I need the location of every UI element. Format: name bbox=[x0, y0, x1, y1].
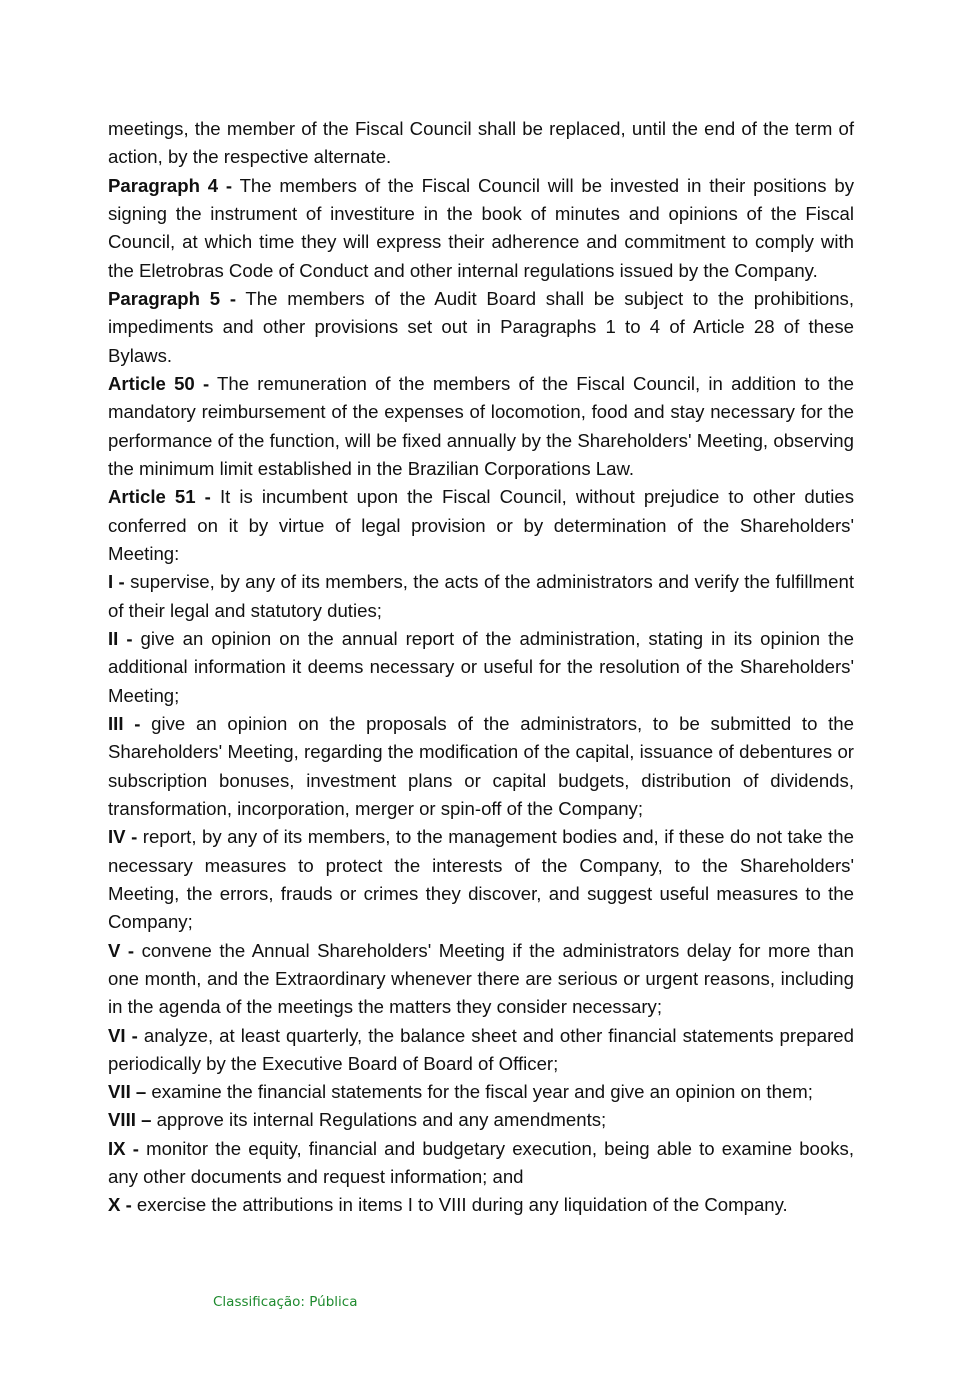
paragraph bbox=[108, 370, 854, 483]
paragraph-label: IX - bbox=[108, 1137, 139, 1159]
paragraph-text: exercise the attributions in items I to VIII during any liquidation of the Company. bbox=[131, 1194, 788, 1216]
paragraph bbox=[108, 625, 854, 710]
paragraph-label: Article 50 - bbox=[108, 372, 210, 394]
paragraph-label: Paragraph 4 - bbox=[108, 174, 233, 196]
paragraph-label: II - bbox=[108, 627, 133, 649]
paragraph-text: analyze, at least quarterly, the balance sheet and other financial statements prepared periodically by the Executive Board of Board of Officer; bbox=[108, 1024, 854, 1074]
paragraph-text: The members of the Fiscal Council will be invested in their positions by signing the instrument of investiture in the book of minutes and opinions of the Fiscal Council, at which time they will express their adherence and commitment to comply with the Eletrobras Code of Conduct and other internal regulations issued by the Company. bbox=[108, 174, 854, 281]
paragraph bbox=[108, 823, 854, 936]
paragraph-label: Paragraph 5 - bbox=[108, 287, 237, 309]
paragraph bbox=[108, 1078, 854, 1106]
paragraph-label: V - bbox=[108, 939, 135, 961]
paragraph bbox=[108, 172, 854, 285]
paragraph bbox=[108, 937, 854, 1022]
paragraph-text: give an opinion on the proposals of the administrators, to be submitted to the Shareholders' Meeting, regarding the modification of the capital, issuance of debentures or subscription bonuses, investment plans or capital budgets, distribution of dividends, transformation, incorporation, merger or spin-off of the Company; bbox=[108, 712, 854, 819]
paragraph-text: The remuneration of the members of the Fiscal Council, in addition to the mandatory reimbursement of the expenses of locomotion, food and stay necessary for the performance of the function, will be fixed annually by the Shareholders' Meeting, observing the minimum limit established in the Brazilian Corporations Law. bbox=[108, 372, 855, 479]
paragraph-label: Article 51 - bbox=[108, 486, 211, 508]
paragraph bbox=[108, 285, 854, 370]
paragraph-text: The members of the Audit Board shall be subject to the prohibitions, impediments and other provisions set out in Paragraphs 1 to 4 of Article 28 of these Bylaws. bbox=[108, 287, 854, 366]
paragraph bbox=[108, 568, 854, 625]
paragraph bbox=[108, 1135, 854, 1192]
document-body bbox=[108, 115, 854, 1220]
paragraph-text: approve its internal Regulations and any amendments; bbox=[151, 1109, 607, 1131]
paragraph-label: VII – bbox=[108, 1081, 147, 1103]
paragraph-label: VIII – bbox=[108, 1109, 152, 1131]
paragraph bbox=[108, 1106, 854, 1134]
paragraph-label: X - bbox=[108, 1194, 132, 1216]
paragraph-text: report, by any of its members, to the management bodies and, if these do not take the necessary measures to protect the interests of the Company, to the Shareholders' Meeting, the errors, frauds or crimes they discover, and suggest useful measures to the Company; bbox=[108, 826, 854, 933]
paragraph-text: It is incumbent upon the Fiscal Council, without prejudice to other duties conferred on it by virtue of legal provision or by determination of the Shareholders' Meeting: bbox=[108, 486, 854, 564]
paragraph-label: IV - bbox=[108, 826, 138, 848]
paragraph bbox=[108, 1191, 854, 1219]
paragraph bbox=[108, 115, 854, 172]
paragraph-label: VI - bbox=[108, 1024, 138, 1046]
classification-footer: Classificação: Pública bbox=[213, 1294, 358, 1310]
paragraph-text: meetings, the member of the Fiscal Council shall be replaced, until the end of the term of action, by the respective alternate. bbox=[108, 118, 854, 168]
paragraph bbox=[108, 1022, 854, 1079]
paragraph-text: supervise, by any of its members, the acts of the administrators and verify the fulfillment of their legal and statutory duties; bbox=[108, 571, 855, 621]
paragraph-text: monitor the equity, financial and budgetary execution, being able to examine books, any other documents and request information; and bbox=[108, 1137, 854, 1188]
paragraph-label: I - bbox=[108, 571, 125, 593]
paragraph-text: give an opinion on the annual report of the administration, stating in its opinion the additional information it deems necessary or useful for the resolution of the Shareholders' Meeting; bbox=[108, 627, 854, 706]
paragraph bbox=[108, 710, 854, 823]
paragraph-text: examine the financial statements for the fiscal year and give an opinion on them; bbox=[146, 1081, 813, 1103]
paragraph-text: convene the Annual Shareholders' Meeting if the administrators delay for more than one month, and the Extraordinary whenever there are serious or urgent reasons, including in the agenda of the meetings the matters they consider necessary; bbox=[108, 939, 854, 1018]
paragraph-label: III - bbox=[108, 712, 141, 734]
paragraph bbox=[108, 483, 854, 568]
